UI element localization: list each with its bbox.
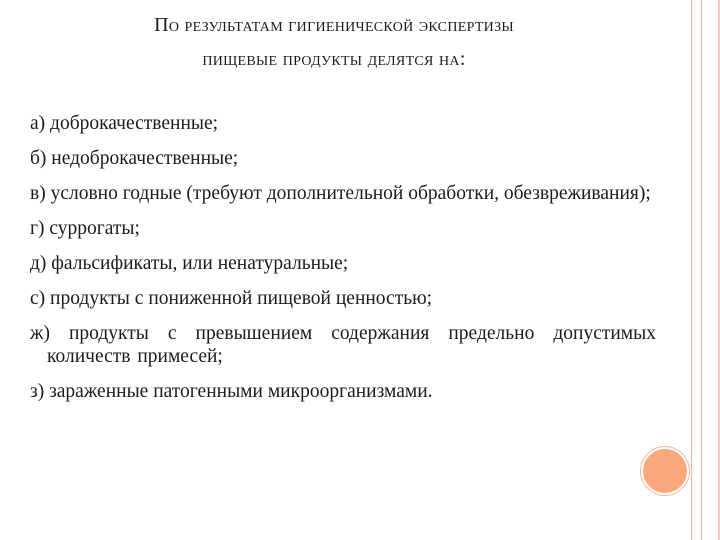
slide-title [24, 8, 644, 76]
slide-title-line-2: пищевые продукты делятся на: [202, 48, 466, 70]
decorative-circle-icon [641, 447, 689, 495]
list-item: а) доброкачественные; [30, 113, 219, 134]
list-item: з) зараженные патогенными микроорганизмами. [30, 381, 433, 402]
list-item: д) фальсификаты, или ненатуральные; [30, 253, 349, 274]
list-item: б) недоброкачественные; [30, 148, 239, 169]
list-item: с) продукты с пониженной пищевой ценностью; [30, 288, 433, 309]
list-item: в) условно годные (требуют дополнительной обработки, обезвреживания); [30, 183, 651, 204]
slide-content [30, 112, 656, 415]
slide-title-line-1: По результатам гигиенической экспертизы [154, 14, 514, 36]
list-item: ж) продукты с превышением содержания предельно допустимых количеств примесей; [30, 323, 656, 367]
list-item: г) суррогаты; [30, 218, 140, 239]
